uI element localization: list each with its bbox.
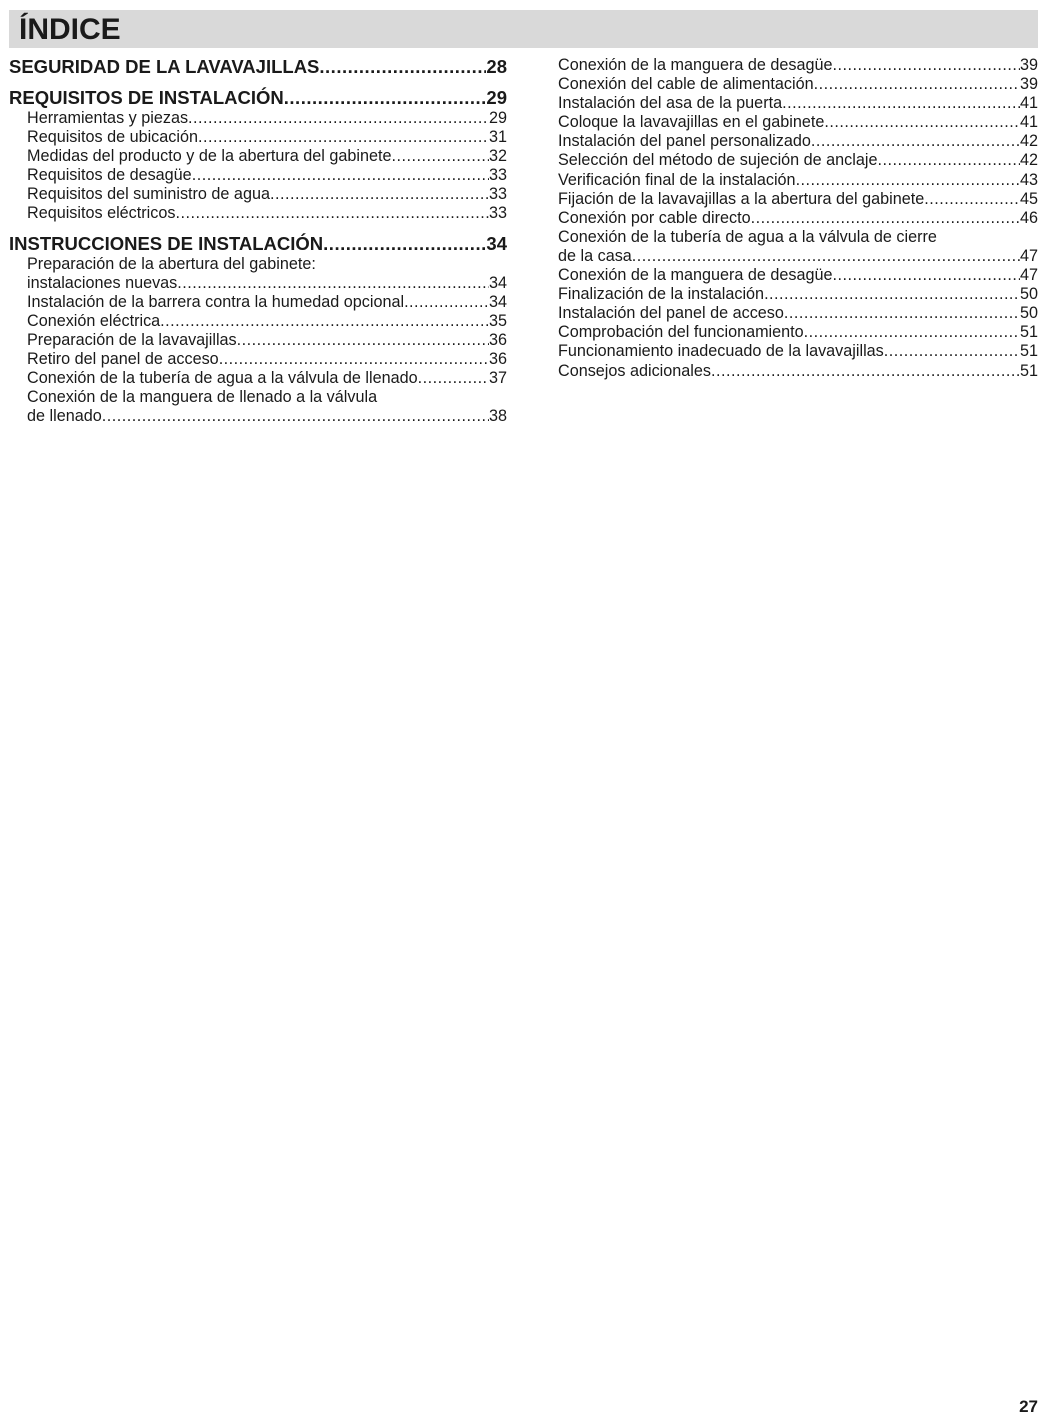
toc-leader: [404, 293, 489, 312]
toc-entry-page: 34: [486, 232, 507, 254]
toc-leader: [270, 185, 489, 204]
toc-entry[interactable]: [558, 94, 1038, 113]
toc-entry-text: Conexión de la manguera de desagüe: [558, 266, 833, 285]
toc-entry[interactable]: [9, 166, 507, 185]
toc-entry-text: Herramientas y piezas: [27, 109, 189, 127]
toc-entry-page: 43: [1019, 170, 1038, 189]
toc-leader: [177, 274, 489, 293]
toc-leader: [811, 132, 1020, 151]
toc-entry[interactable]: [558, 190, 1038, 209]
title-bar: [9, 10, 1038, 48]
toc-entry[interactable]: [558, 362, 1038, 381]
page-number: 27: [1019, 1397, 1038, 1416]
toc-entry[interactable]: [9, 312, 507, 331]
toc-entry-text: instalaciones nuevas: [27, 273, 178, 292]
toc-entry[interactable]: [558, 132, 1038, 151]
toc-entry-line[interactable]: Conexión de la tubería de agua a la válvula de cierre: [558, 227, 937, 246]
toc-entry-page: 50: [1019, 304, 1038, 323]
toc-entry-page: 36: [488, 350, 507, 369]
toc-section-requisitos[interactable]: [9, 87, 507, 109]
toc-leader: [175, 204, 489, 223]
toc-entry-text: Instalación del panel personalizado: [558, 132, 811, 151]
toc-entry[interactable]: [558, 266, 1038, 285]
toc-entry[interactable]: [558, 285, 1038, 304]
toc-entry-text: Finalización de la instalación: [558, 285, 765, 304]
toc-entry-text: Requisitos del suministro de agua: [27, 185, 270, 204]
toc-entry-text: Conexión de la tubería de agua a la válvula de llenado: [27, 369, 418, 388]
toc-entry[interactable]: [558, 323, 1038, 342]
toc-entry[interactable]: [9, 185, 507, 204]
toc-leader: [711, 362, 1020, 381]
toc-entry-page: 37: [488, 369, 507, 388]
toc-entry[interactable]: [558, 171, 1038, 190]
toc-entry-page: 29: [486, 87, 507, 108]
toc-entry-text: INSTRUCCIONES DE INSTALACIÓN: [9, 232, 324, 254]
toc-entry-page: 50: [1019, 285, 1038, 304]
page-title: ÍNDICE: [19, 13, 121, 46]
toc-entry-text: Conexión eléctrica: [27, 311, 161, 330]
toc-leader: [323, 233, 486, 255]
toc-leader: [219, 350, 489, 369]
toc-entry-page: 33: [488, 166, 507, 185]
toc-entry-text: Preparación de la lavavajillas: [27, 330, 237, 349]
toc-entry[interactable]: [558, 342, 1038, 361]
toc-entry-page: 38: [488, 407, 507, 426]
toc-entry-page: 51: [1019, 323, 1038, 342]
toc-leader: [632, 247, 1020, 266]
toc-leader: [188, 109, 489, 128]
toc-leader: [833, 56, 1020, 75]
toc-entry[interactable]: [558, 247, 1038, 266]
toc-entry[interactable]: [558, 56, 1038, 75]
toc-entry[interactable]: [9, 293, 507, 312]
toc-entry[interactable]: [558, 209, 1038, 228]
toc-entry-text: Selección del método de sujeción de anclaje: [558, 151, 878, 170]
toc-leader: [924, 190, 1020, 209]
toc-entry-text: de llenado: [27, 407, 102, 426]
toc-entry-page: 33: [488, 204, 507, 223]
toc-entry-page: 39: [1019, 56, 1038, 74]
toc-entry-page: 36: [488, 330, 507, 349]
toc-leader: [418, 369, 489, 388]
toc-entry[interactable]: [558, 151, 1038, 170]
toc-entry-text: Conexión de la manguera de desagüe: [558, 56, 833, 74]
toc-entry-text: Retiro del panel de acceso: [27, 350, 219, 369]
toc-right-column: [558, 56, 1038, 381]
toc-leader: [884, 342, 1020, 361]
toc-entry[interactable]: [558, 304, 1038, 323]
toc-leader: [824, 113, 1020, 132]
toc-left-column: [9, 56, 507, 426]
toc-entry-page: 32: [488, 147, 507, 166]
toc-leader: [237, 331, 489, 350]
toc-entry-page: 41: [1019, 113, 1038, 132]
toc-entry[interactable]: [9, 274, 507, 293]
toc-entry[interactable]: [558, 75, 1038, 94]
toc-entry-text: Requisitos de desagüe: [27, 166, 192, 185]
toc-entry-page: 51: [1019, 342, 1038, 361]
toc-entry[interactable]: [9, 407, 507, 426]
toc-entry-text: Comprobación del funcionamiento: [558, 323, 804, 342]
toc-entry-text: Instalación del asa de la puerta: [558, 94, 783, 113]
toc-entry-text: Instalación de la barrera contra la humedad opcional: [27, 292, 405, 311]
toc-entry-text: Medidas del producto y de la abertura del gabinete: [27, 147, 392, 166]
toc-entry-line[interactable]: Conexión de la manguera de llenado a la válvula: [27, 388, 378, 407]
toc-entry-text: Coloque la lavavajillas en el gabinete: [558, 113, 825, 132]
toc-entry-page: 33: [488, 185, 507, 204]
toc-section-instrucciones[interactable]: [9, 233, 507, 255]
toc-leader: [764, 285, 1020, 304]
toc-entry-text: Requisitos eléctricos: [27, 204, 176, 223]
toc-leader: [804, 323, 1020, 342]
toc-entry-page: 29: [488, 109, 507, 127]
toc-entry-page: 46: [1019, 208, 1038, 227]
toc-leader: [319, 56, 486, 78]
toc-entry-page: 34: [488, 292, 507, 311]
toc-entry-text: SEGURIDAD DE LA LAVAVAJILLAS: [9, 56, 320, 77]
toc-entry-page: 39: [1019, 75, 1038, 94]
toc-leader: [796, 171, 1020, 190]
toc-entry-text: Fijación de la lavavajillas a la abertura del gabinete: [558, 189, 925, 208]
toc-leader: [784, 304, 1020, 323]
toc-entry[interactable]: [9, 147, 507, 166]
toc-entry-line[interactable]: Preparación de la abertura del gabinete:: [27, 254, 316, 273]
toc-entry[interactable]: [9, 369, 507, 388]
toc-entry[interactable]: [9, 109, 507, 128]
toc-leader: [751, 209, 1020, 228]
toc-entry[interactable]: [558, 113, 1038, 132]
toc-leader: [833, 266, 1020, 285]
toc-entry-page: 28: [486, 56, 507, 77]
toc-entry[interactable]: [9, 350, 507, 369]
toc-entry-text: Verificación final de la instalación: [558, 170, 796, 189]
toc-entry-text: de la casa: [558, 246, 632, 265]
toc-entry-page: 42: [1019, 132, 1038, 151]
toc-leader: [814, 75, 1020, 94]
toc-entry-text: Requisitos de ubicación: [27, 128, 198, 147]
toc-entry-page: 35: [488, 311, 507, 330]
toc-leader: [198, 128, 489, 147]
toc-entry-page: 41: [1019, 94, 1038, 113]
toc-leader: [877, 151, 1020, 170]
toc-entry-page: 42: [1019, 151, 1038, 170]
toc-entry[interactable]: [9, 128, 507, 147]
toc-entry-text: REQUISITOS DE INSTALACIÓN: [9, 87, 284, 108]
toc-entry[interactable]: [9, 204, 507, 223]
toc-section-seguridad[interactable]: [9, 56, 507, 78]
toc-entry-page: 31: [488, 128, 507, 147]
toc-leader: [284, 87, 487, 109]
toc-entry-page: 34: [488, 273, 507, 292]
toc-entry-page: 51: [1019, 361, 1038, 380]
toc-leader: [782, 94, 1020, 113]
toc-leader: [160, 312, 489, 331]
toc-entry-page: 47: [1019, 246, 1038, 265]
toc-entry-text: Instalación del panel de acceso: [558, 304, 784, 323]
toc-entry-text: Conexión por cable directo: [558, 208, 751, 227]
toc-entry[interactable]: [9, 331, 507, 350]
toc-leader: [192, 166, 489, 185]
toc-entry-text: Funcionamiento inadecuado de la lavavajillas: [558, 342, 884, 361]
toc-entry-text: Conexión del cable de alimentación: [558, 75, 814, 94]
toc-entry-page: 45: [1019, 189, 1038, 208]
toc-entry-text: Consejos adicionales: [558, 361, 711, 380]
toc-leader: [102, 407, 489, 426]
toc-entry-page: 47: [1019, 266, 1038, 285]
toc-leader: [391, 147, 489, 166]
